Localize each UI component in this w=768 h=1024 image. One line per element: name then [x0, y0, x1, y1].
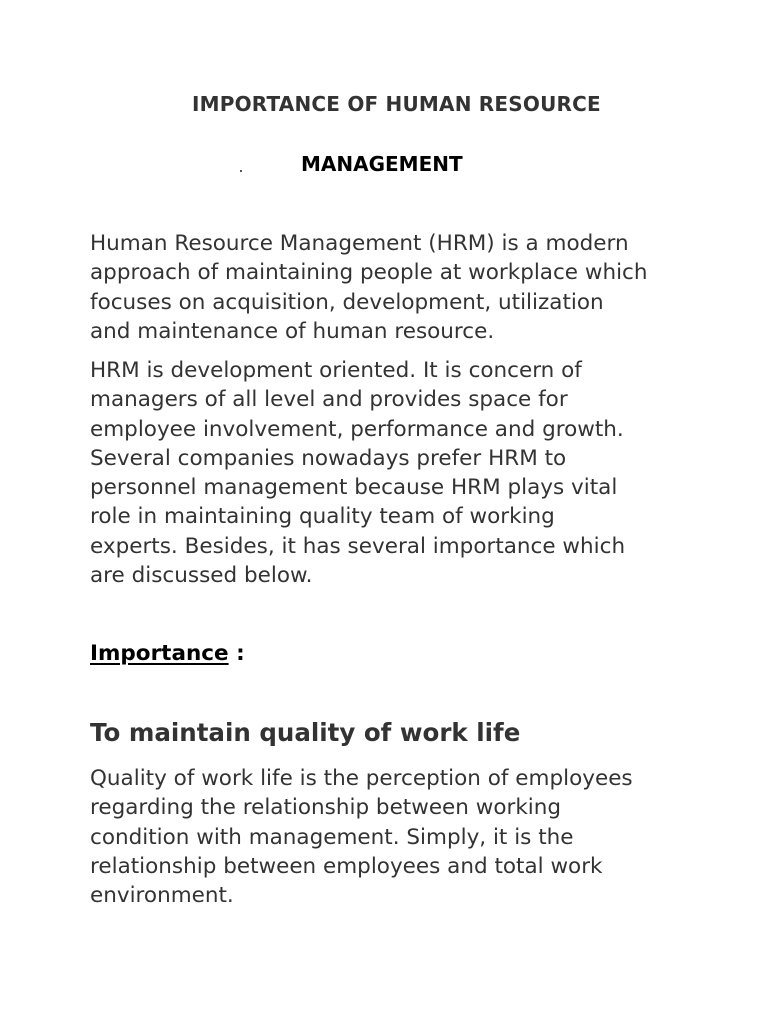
hrm-orientation-paragraph — [90, 356, 690, 590]
importance-label-text: Importance — [90, 641, 229, 666]
intro-paragraph — [90, 229, 690, 346]
paragraph-line: focuses on acquisition, development, utilization — [90, 289, 604, 315]
paragraph-line: and maintenance of human resource. — [90, 318, 495, 344]
paragraph-line: employee involvement, performance and growth. — [90, 416, 624, 442]
importance-label — [90, 641, 245, 666]
paragraph-line: condition with management. Simply, it is the — [90, 824, 574, 850]
paragraph-line: managers of all level and provides space for — [90, 387, 568, 413]
paragraph-line: personnel management because HRM plays vital — [90, 475, 618, 501]
quality-of-work-life-paragraph — [90, 764, 690, 910]
paragraph-line: environment. — [90, 883, 234, 909]
paragraph-line: Several companies nowadays prefer HRM to — [90, 445, 567, 471]
stray-mark — [240, 170, 242, 172]
paragraph-line: regarding the relationship between working — [90, 795, 562, 821]
paragraph-line: HRM is development oriented. It is concern of — [90, 358, 582, 383]
paragraph-line: approach of maintaining people at workplace which — [90, 260, 648, 286]
document-title-line-1: IMPORTANCE OF HUMAN RESOURCE — [192, 92, 601, 116]
section-heading: To maintain quality of work life — [90, 718, 521, 747]
importance-label-suffix: : — [228, 641, 245, 666]
paragraph-line: Quality of work life is the perception of employees — [90, 766, 633, 791]
paragraph-line: experts. Besides, it has several importance which — [90, 533, 626, 559]
paragraph-line: relationship between employees and total work — [90, 853, 603, 879]
paragraph-line: Human Resource Management (HRM) is a modern — [90, 231, 629, 256]
document-title-line-2: MANAGEMENT — [301, 152, 463, 176]
paragraph-line: role in maintaining quality team of working — [90, 504, 555, 530]
paragraph-line: are discussed below. — [90, 563, 313, 589]
